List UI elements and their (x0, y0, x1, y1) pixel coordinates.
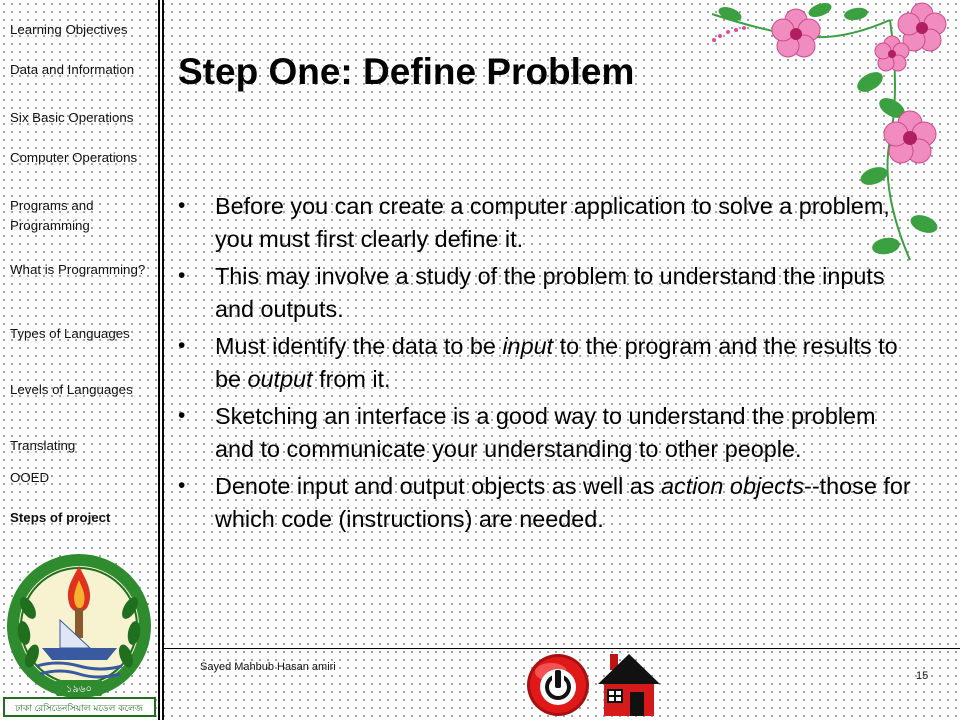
text-segment: to the program and the results to be (215, 333, 898, 392)
emphasis-text: action objects (661, 473, 805, 499)
sidebar-item-steps-of-project[interactable]: Steps of project (10, 510, 111, 525)
sidebar-item-ooed[interactable]: OOED (10, 470, 50, 485)
text-segment: Must identify the data to be (215, 333, 503, 359)
footer-divider (164, 648, 960, 649)
text-segment: Sketching an interface is a good way to understand the problem and to communicate your understanding to other people. (215, 403, 876, 462)
sidebar-nav (0, 0, 160, 720)
text-segment: --those for which code (instructions) are needed. (215, 473, 911, 532)
logo-banner-text: ঢাকা রেসিডেনসিয়াল মডেল কলেজ (15, 704, 143, 714)
bullet-text (215, 473, 911, 532)
slide-title: Step One: Define Problem (178, 51, 635, 92)
power-icon[interactable] (525, 652, 591, 718)
text-segment: Before you can create a computer application to solve a problem, you must first clearly define it. (215, 193, 890, 252)
sidebar-item-translating[interactable]: Translating (10, 438, 76, 453)
bullet-symbol: • (178, 404, 186, 427)
text-segment: This may involve a study of the problem to understand the inputs and outputs. (215, 263, 885, 322)
emphasis-text: input (502, 333, 554, 359)
bullet-text (215, 263, 885, 322)
home-icon[interactable] (596, 652, 662, 718)
sidebar-item-data-and-information[interactable]: Data and Information (10, 62, 135, 77)
bullet-item (178, 260, 918, 325)
sidebar-divider (162, 0, 164, 720)
bullet-item (178, 400, 918, 465)
author-name: Sayed Mahbub Hasan amiri (200, 661, 336, 673)
sidebar-item-computer-operations[interactable]: Computer Operations (10, 150, 138, 165)
bullet-symbol: • (178, 474, 186, 497)
text-segment: from it. (312, 365, 391, 392)
bullet-item (178, 470, 918, 535)
bullet-text (215, 193, 890, 252)
sidebar-item-levels-of-languages[interactable]: Levels of Languages (10, 382, 133, 397)
logo-year: ১৯৬০ (66, 684, 92, 695)
sidebar-item-types-of-languages[interactable]: Types of Languages (10, 326, 130, 341)
bullet-item (178, 330, 918, 395)
college-logo (2, 548, 157, 718)
sidebar-item-six-basic-operations[interactable]: Six Basic Operations (10, 110, 134, 125)
bullet-symbol: • (178, 264, 186, 287)
emphasis-text: output (247, 365, 313, 392)
bullet-text (215, 403, 876, 462)
sidebar-item-programs-and-programming[interactable]: Programs and Programming (10, 198, 94, 233)
bullet-symbol: • (178, 334, 186, 357)
bullet-list (178, 190, 918, 540)
text-segment: Denote input and output objects as well as (215, 473, 662, 499)
slide-number: 15 (916, 670, 929, 682)
bullet-item (178, 190, 918, 255)
bullet-symbol: • (178, 194, 186, 217)
sidebar-item-what-is-programming[interactable]: What is Programming? (10, 262, 146, 277)
bullet-text (215, 333, 898, 392)
sidebar-item-learning-objectives[interactable]: Learning Objectives (10, 22, 128, 37)
